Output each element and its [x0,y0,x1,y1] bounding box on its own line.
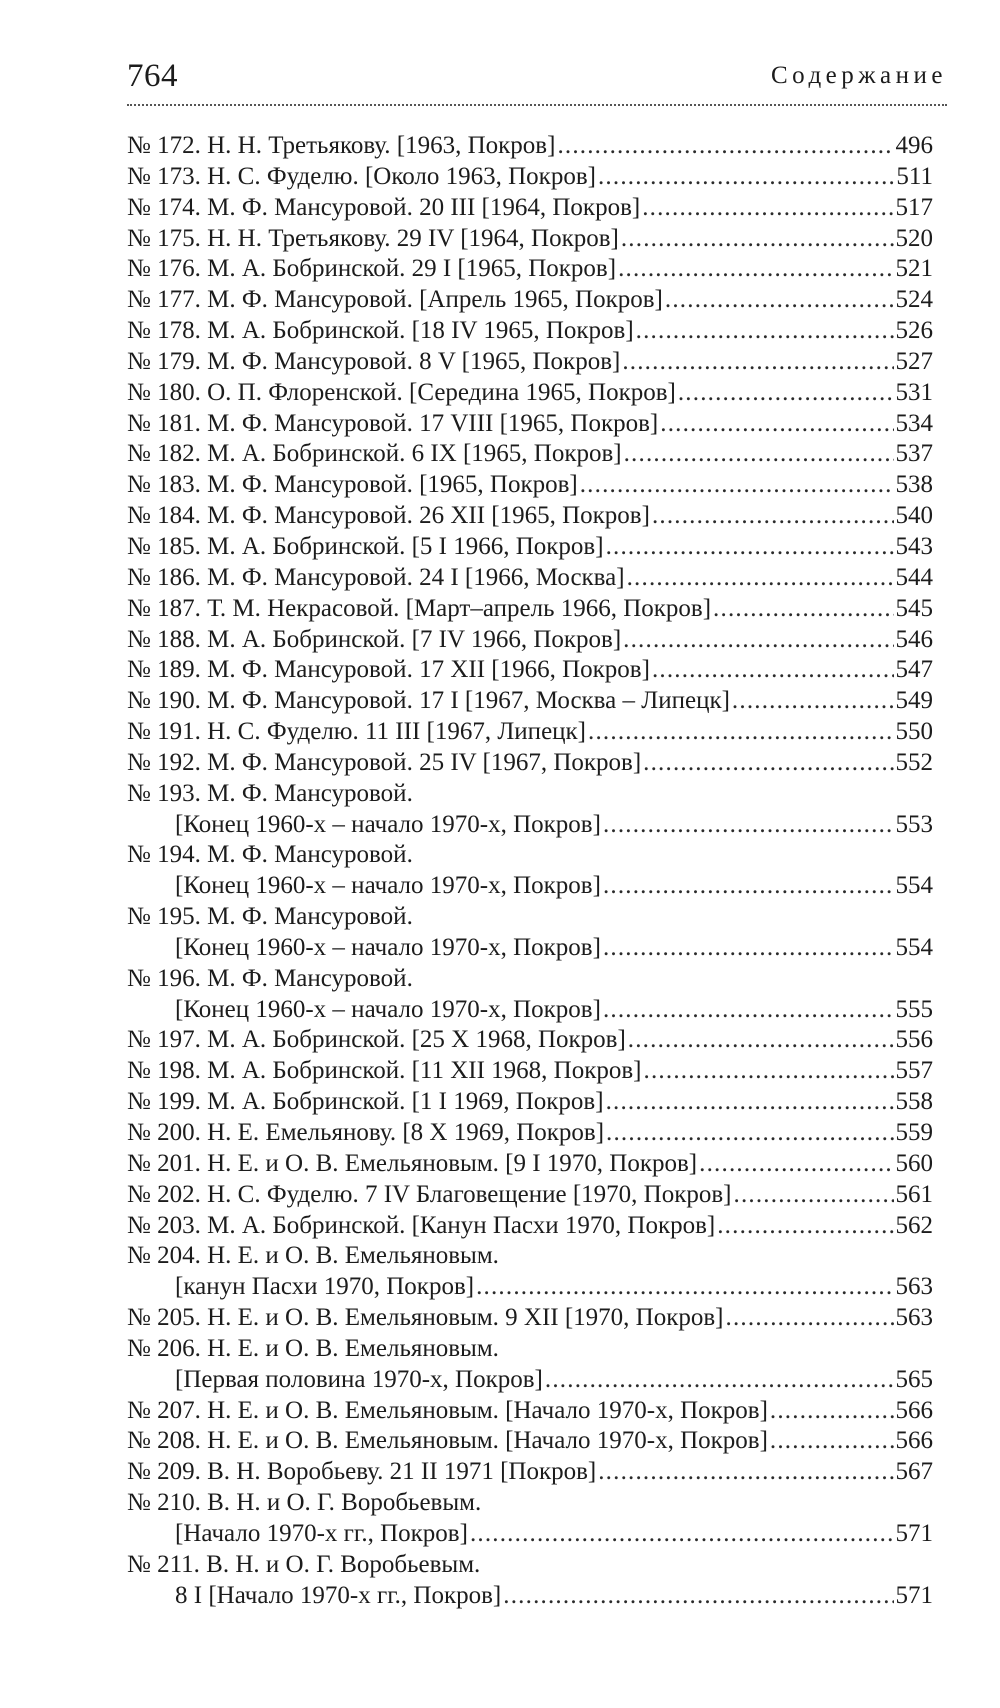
dot-leader [603,933,894,964]
toc-entry [127,594,933,625]
toc-entry [127,131,933,162]
toc-entry-page-number: 563 [895,1304,933,1332]
toc-entry-page-number: 571 [895,1581,933,1609]
toc-entry-page-number: 555 [895,995,933,1023]
toc-entry [127,1025,933,1056]
toc-entry-page-number: 567 [895,1458,933,1486]
toc-entry-title: № 191. Н. С. Фуделю. 11 III [1967, Липецк] [127,718,587,746]
toc-entry-page-number: 543 [895,532,933,560]
toc-entry [127,1303,933,1334]
toc-entry [127,779,933,810]
toc-entry-title: № 211. В. Н. и О. Г. Воробьевым. [127,1550,481,1578]
toc-entry-page-number: 558 [895,1088,933,1116]
toc-entry-page-number: 531 [895,378,933,406]
dot-leader [606,532,894,563]
dot-leader [618,254,893,285]
dot-leader [627,563,894,594]
toc-entry-title: № 184. М. Ф. Мансуровой. 26 XII [1965, Покров] [127,502,650,530]
dot-leader [643,748,893,779]
dot-leader [557,131,893,162]
toc-entry-continuation [127,1519,933,1550]
toc-entry-continuation [127,810,933,841]
toc-entry-page-number: 557 [895,1057,933,1085]
dot-leader [652,501,894,532]
toc-entry-page-number: 553 [895,810,933,838]
dot-leader [580,470,894,501]
toc-entry-page-number: 559 [895,1119,933,1146]
toc-entry-title: № 190. М. Ф. Мансуровой. 17 I [1967, Москва – Липецк] [127,687,730,715]
toc-entry-title: № 205. Н. Е. и О. В. Емельяновым. 9 XII [1970, Покров] [127,1304,724,1332]
toc-entry-title: № 181. М. Ф. Мансуровой. 17 VIII [1965, Покров] [127,409,659,437]
toc-entry-subtitle: [канун Пасхи 1970, Покров] [175,1273,475,1301]
dot-leader [665,285,894,316]
dot-leader [770,1426,894,1457]
toc-entry [127,347,933,378]
toc-entry-title: № 197. М. А. Бобринской. [25 X 1968, Покров] [127,1026,626,1054]
toc-entry [127,563,933,594]
toc-entry-page-number: 534 [895,409,933,437]
dot-leader [623,625,893,656]
toc-entry [127,1056,933,1087]
toc-entry-subtitle: [Конец 1960-х – начало 1970-х, Покров] [175,872,601,900]
toc-entry [127,162,933,193]
toc-entry-page-number: 552 [895,748,933,776]
toc-entry-page-number: 562 [895,1211,933,1239]
toc-entry-title: № 209. В. Н. Воробьеву. 21 II 1971 [Покров] [127,1458,597,1486]
toc-entry [127,1118,933,1149]
toc-entry [127,1180,933,1211]
toc-entry [127,470,933,501]
toc-entry [127,439,933,470]
toc-entry [127,655,933,686]
toc-entry-title: № 183. М. Ф. Мансуровой. [1965, Покров] [127,471,578,499]
toc-entry-subtitle: [Начало 1970-х гг., Покров] [175,1519,468,1547]
toc-entry [127,840,933,871]
toc-entry [127,285,933,316]
toc-entry [127,1241,933,1272]
toc-entry-page-number: 540 [895,502,933,530]
toc-entry-page-number: 546 [895,625,933,653]
dot-leader [621,224,894,255]
toc-entry-subtitle: 8 I [Начало 1970-х гг., Покров] [175,1581,502,1609]
dot-leader [606,1118,893,1149]
dot-leader [770,1396,894,1427]
toc-entry-continuation [127,1581,933,1612]
dot-leader [660,409,893,440]
dot-leader [678,378,894,409]
page-header [127,56,947,106]
toc-entry-page-number: 560 [895,1149,933,1177]
toc-entry-page-number: 566 [895,1396,933,1424]
toc-entry-title: № 188. М. А. Бобринской. [7 IV 1966, Покров] [127,625,622,653]
toc-entry-title: № 172. Н. Н. Третьякову. [1963, Покров] [127,132,556,159]
toc-entry-page-number: 496 [895,132,933,159]
toc-entry-page-number: 549 [895,687,933,715]
toc-entry [127,1550,933,1581]
toc-entry [127,717,933,748]
toc-entry-page-number: 547 [895,656,933,684]
dot-leader [624,439,894,470]
toc-entry [127,532,933,563]
toc-entry-page-number: 527 [895,347,933,375]
toc-entry [127,1211,933,1242]
toc-entry-page-number: 545 [895,594,933,622]
dot-leader [717,1211,893,1242]
dot-leader [588,717,893,748]
toc-entry-page-number: 544 [895,563,933,591]
toc-entry [127,625,933,656]
toc-entry-page-number: 526 [895,317,933,345]
toc-entry-title: № 208. Н. Е. и О. В. Емельяновым. [Начало 1970-х, Покров] [127,1427,768,1455]
table-of-contents [127,131,933,1612]
toc-entry-title: № 202. Н. С. Фуделю. 7 IV Благовещение [1970, Покров] [127,1180,732,1208]
toc-entry-title: № 207. Н. Е. и О. В. Емельяновым. [Начало 1970-х, Покров] [127,1396,768,1424]
dot-leader [726,1303,894,1334]
toc-entry [127,1149,933,1180]
toc-entry [127,409,933,440]
toc-entry-title: № 204. Н. Е. и О. В. Емельяновым. [127,1242,499,1270]
dot-leader [603,871,894,902]
toc-entry-title: № 193. М. Ф. Мансуровой. [127,779,413,807]
toc-entry [127,1426,933,1457]
dot-leader [603,810,894,841]
toc-entry-title: № 187. Т. М. Некрасовой. [Март–апрель 1966, Покров] [127,594,712,622]
toc-entry [127,1488,933,1519]
toc-entry-title: № 177. М. Ф. Мансуровой. [Апрель 1965, Покров] [127,286,663,314]
toc-entry-page-number: 566 [895,1427,933,1455]
toc-entry-title: № 182. М. А. Бобринской. 6 IX [1965, Покров] [127,440,622,468]
toc-entry-title: № 176. М. А. Бобринской. 29 I [1965, Покров] [127,255,617,283]
toc-entry-subtitle: [Конец 1960-х – начало 1970-х, Покров] [175,810,601,838]
toc-entry-title: № 200. Н. Е. Емельянову. [8 X 1969, Покров] [127,1119,605,1146]
dot-leader [628,1025,894,1056]
toc-entry-page-number: 511 [896,162,933,190]
toc-entry [127,316,933,347]
toc-entry-title: № 194. М. Ф. Мансуровой. [127,841,413,869]
toc-entry-title: № 192. М. Ф. Мансуровой. 25 IV [1967, Покров] [127,748,642,776]
toc-entry-title: № 179. М. Ф. Мансуровой. 8 V [1965, Покров] [127,347,621,375]
dot-leader [699,1149,893,1180]
toc-entry [127,193,933,224]
toc-entry-title: № 198. М. А. Бобринской. [11 XII 1968, Покров] [127,1057,642,1085]
toc-entry-title: № 195. М. Ф. Мансуровой. [127,903,413,931]
toc-entry-page-number: 571 [895,1519,933,1547]
dot-leader [606,1087,894,1118]
toc-entry-continuation [127,933,933,964]
toc-entry-page-number: 520 [895,224,933,252]
toc-entry-title: № 175. Н. Н. Третьякову. 29 IV [1964, Покров] [127,224,619,252]
toc-entry-title: № 186. М. Ф. Мансуровой. 24 I [1966, Москва] [127,563,625,591]
toc-entry-title: № 185. М. А. Бобринской. [5 I 1966, Покров] [127,532,604,560]
toc-entry-title: № 174. М. Ф. Мансуровой. 20 III [1964, Покров] [127,193,641,221]
dot-leader [598,162,894,193]
toc-entry [127,224,933,255]
toc-entry-subtitle: [Конец 1960-х – начало 1970-х, Покров] [175,995,601,1023]
toc-entry [127,1457,933,1488]
dot-leader [470,1519,894,1550]
toc-entry-page-number: 554 [895,872,933,900]
toc-entry-page-number: 561 [895,1180,933,1208]
dot-leader [732,686,894,717]
dot-leader [652,655,894,686]
dot-leader [476,1272,893,1303]
toc-entry-title: № 203. М. А. Бобринской. [Канун Пасхи 1970, Покров] [127,1211,716,1239]
toc-entry-title: № 199. М. А. Бобринской. [1 I 1969, Покров] [127,1088,604,1116]
toc-entry [127,254,933,285]
toc-entry [127,964,933,995]
toc-entry-continuation [127,871,933,902]
dot-leader [598,1457,893,1488]
page-number: 764 [127,58,178,94]
toc-entry-page-number: 538 [895,471,933,499]
dot-leader [603,995,894,1026]
toc-entry [127,748,933,779]
toc-entry-page-number: 556 [895,1026,933,1054]
toc-entry-page-number: 550 [895,718,933,746]
toc-entry [127,902,933,933]
dot-leader [622,347,893,378]
dot-leader [734,1180,894,1211]
running-title: Содержание [771,62,947,89]
toc-entry [127,501,933,532]
dot-leader [644,1056,894,1087]
toc-entry-page-number: 517 [895,193,933,221]
toc-entry-page-number: 565 [895,1365,933,1393]
dot-leader [636,316,894,347]
toc-entry-page-number: 563 [895,1273,933,1301]
toc-entry [127,378,933,409]
toc-entry-subtitle: [Первая половина 1970-х, Покров] [175,1365,543,1393]
toc-entry-page-number: 524 [895,286,933,314]
toc-entry-title: № 173. Н. С. Фуделю. [Около 1963, Покров] [127,162,596,190]
toc-entry-page-number: 554 [895,933,933,961]
toc-entry-title: № 196. М. Ф. Мансуровой. [127,964,413,992]
toc-entry [127,1087,933,1118]
dot-leader [713,594,893,625]
toc-entry-subtitle: [Конец 1960-х – начало 1970-х, Покров] [175,933,601,961]
toc-entry-continuation [127,1272,933,1303]
toc-entry-page-number: 537 [895,440,933,468]
dot-leader [642,193,893,224]
dot-leader [503,1581,893,1612]
dot-leader [545,1365,894,1396]
toc-entry-title: № 201. Н. Е. и О. В. Емельяновым. [9 I 1970, Покров] [127,1149,698,1177]
toc-entry [127,1396,933,1427]
toc-entry [127,686,933,717]
toc-entry-title: № 210. В. Н. и О. Г. Воробьевым. [127,1489,482,1517]
toc-entry-title: № 180. О. П. Флоренской. [Середина 1965, Покров] [127,378,676,406]
toc-entry-continuation [127,1365,933,1396]
toc-entry-title: № 189. М. Ф. Мансуровой. 17 XII [1966, Покров] [127,656,650,684]
toc-entry-title: № 206. Н. Е. и О. В. Емельяновым. [127,1334,499,1362]
toc-entry-title: № 178. М. А. Бобринской. [18 IV 1965, Покров] [127,317,634,345]
toc-entry-continuation [127,995,933,1026]
toc-entry-page-number: 521 [895,255,933,283]
toc-entry [127,1334,933,1365]
